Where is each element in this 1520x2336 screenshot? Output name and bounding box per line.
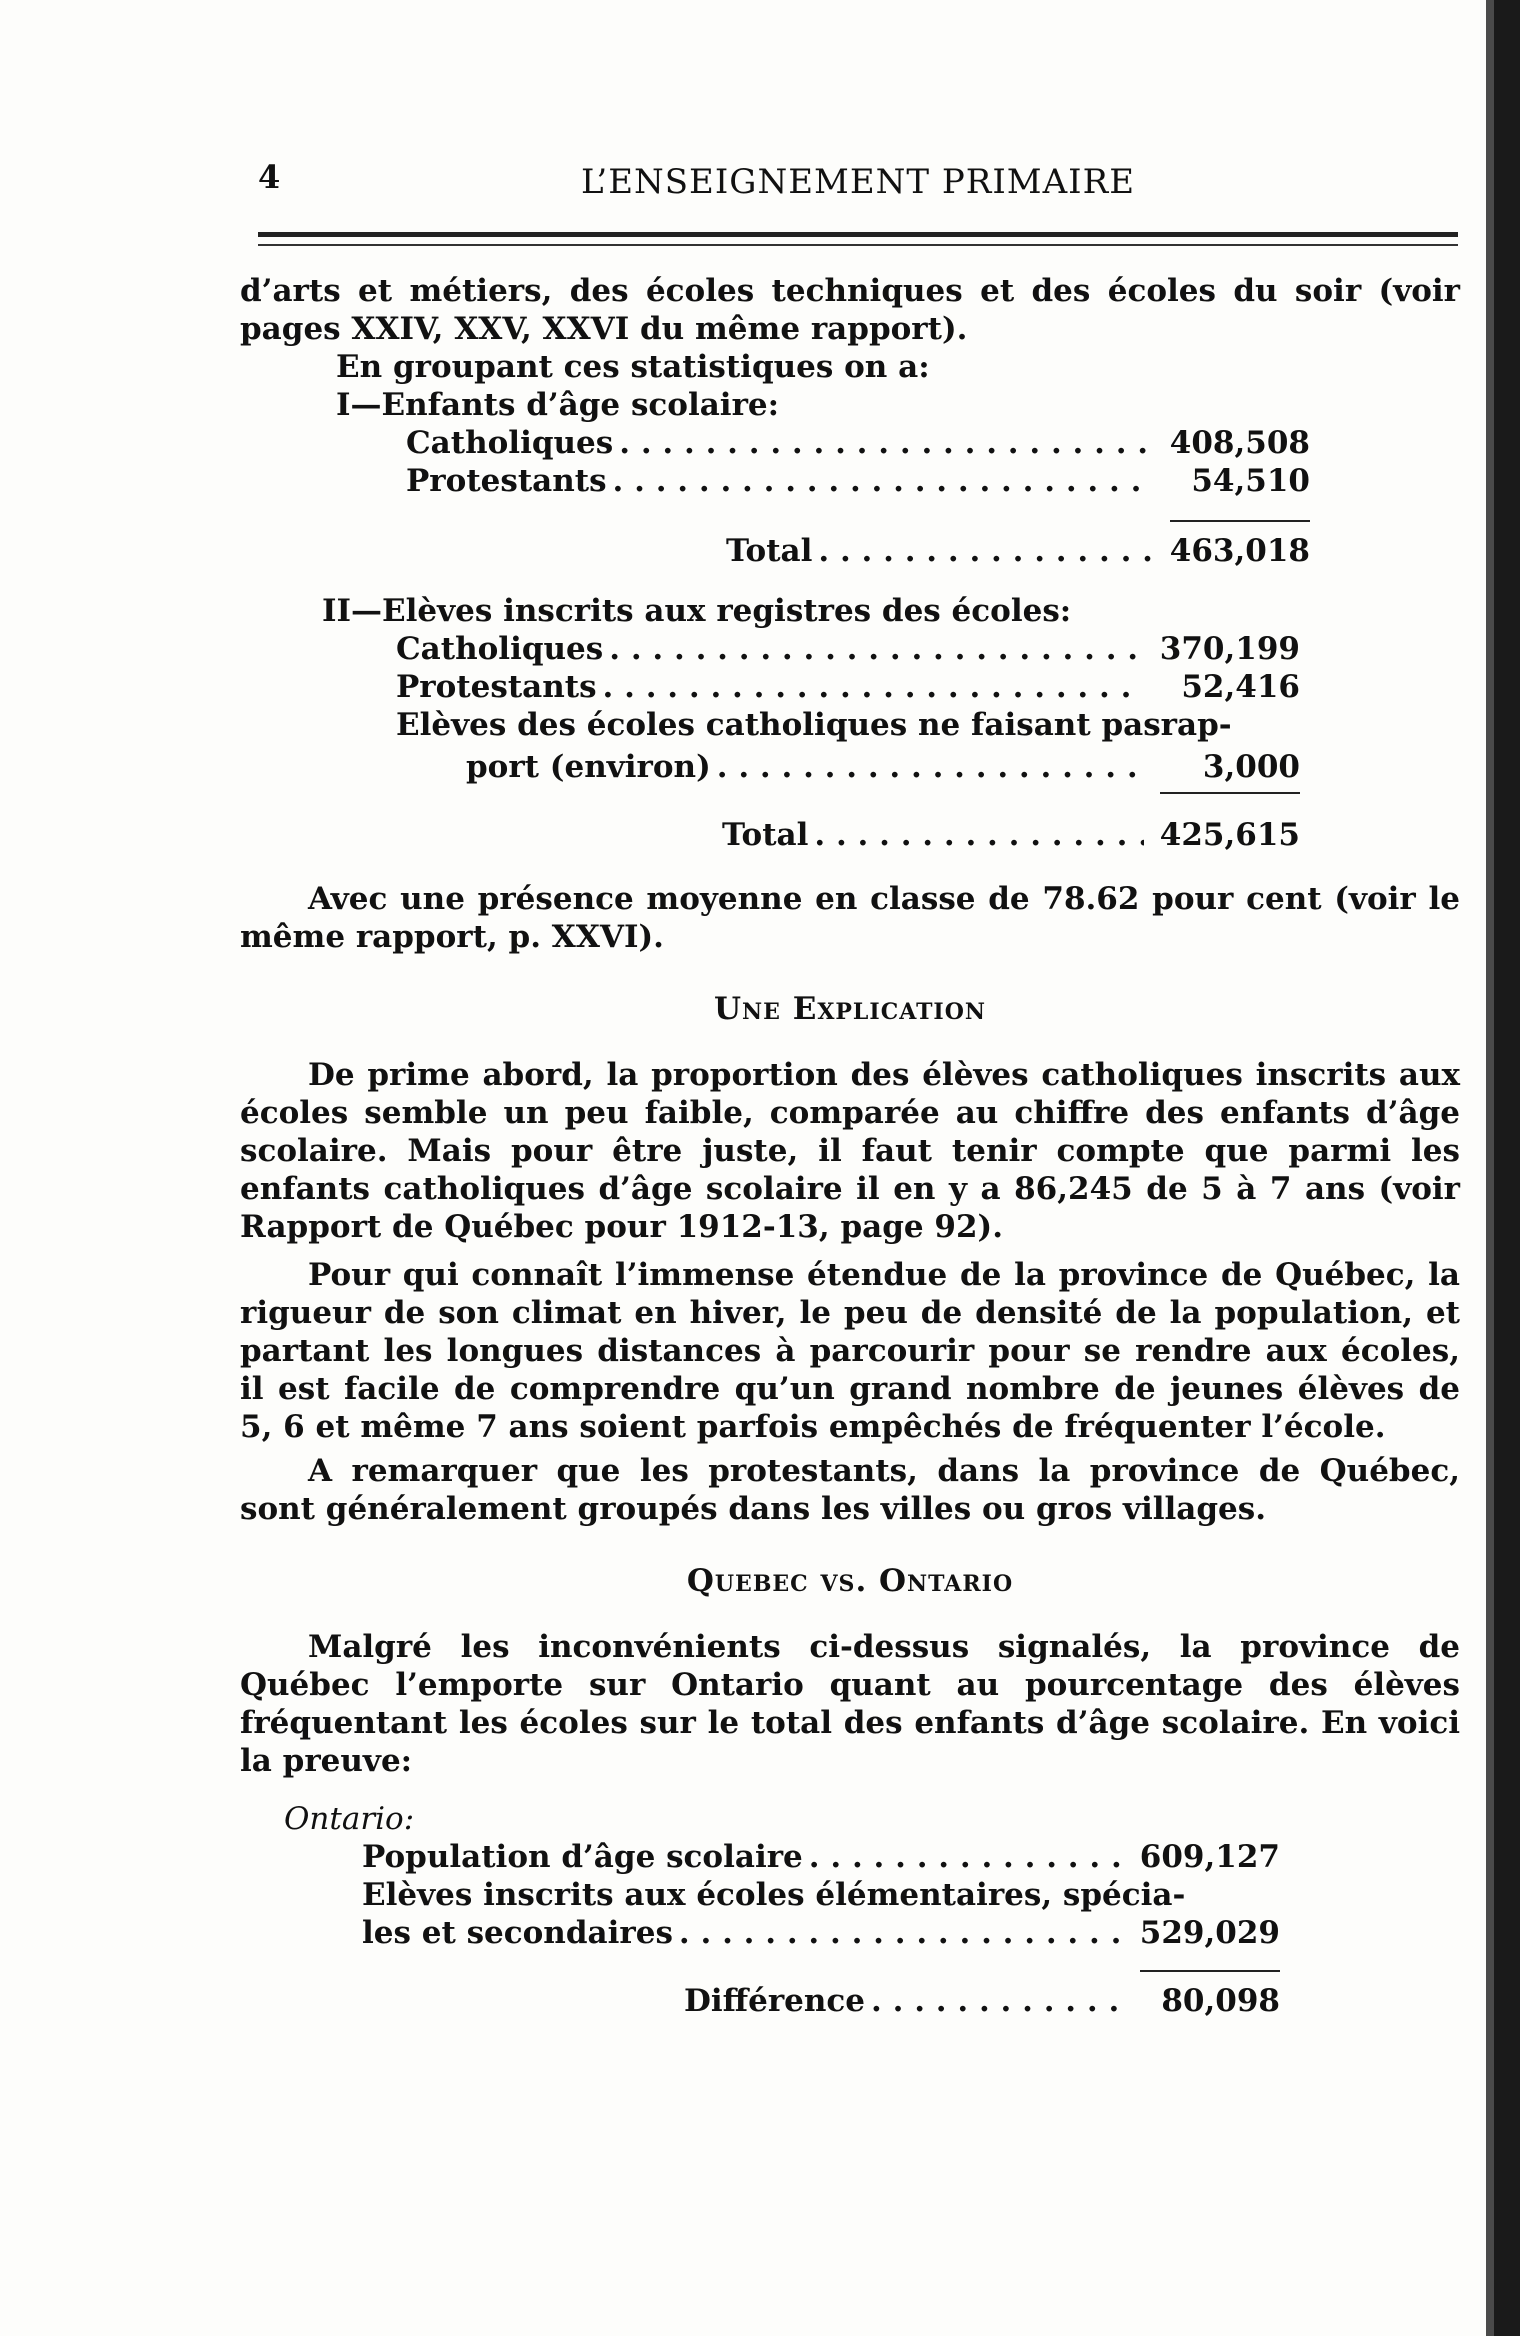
row-label: Population d’âge scolaire — [362, 1839, 803, 1875]
quebec-ontario-paragraph: Malgré les inconvénients ci-dessus signalés, la province de Québec l’emporte sur Ontario quant au pourcentage des élèves fréquentant les écoles sur le total des enfants d’âge scolaire. En voici la preuve: — [240, 1629, 1460, 1779]
intro-paragraph: d’arts et métiers, des écoles techniques et des écoles du soir (voir pages XXIV, XXV, XXVI du même rapport). — [240, 273, 1460, 347]
explication-paragraph-3: A remarquer que les protestants, dans la province de Québec, sont généralement groupés dans les villes ou gros villages. — [240, 1453, 1460, 1527]
section1-heading: I—Enfants d’âge scolaire: — [336, 387, 780, 423]
row-label: Catholiques — [396, 631, 604, 667]
page-header — [258, 158, 1458, 208]
ontario-label: Ontario: — [284, 1801, 415, 1837]
section-eleves — [240, 592, 1460, 854]
row-value: 609,127 — [1139, 1839, 1280, 1875]
dot-leader — [814, 816, 1144, 854]
total-label: Total — [726, 533, 813, 569]
presence-paragraph: Avec une présence moyenne en classe de 78.62 pour cent (voir le même rapport, p. XXVI). — [240, 881, 1460, 955]
dot-leader — [809, 1838, 1124, 1876]
header-rule-thin — [258, 244, 1458, 246]
section2-row-protestants — [396, 668, 1300, 706]
ontario-row-eleves — [362, 1914, 1280, 1952]
row-value: 408,508 — [1169, 425, 1310, 461]
section1-row-catholiques — [406, 424, 1310, 462]
section2-row-catholiques — [396, 630, 1300, 668]
ontario-rows — [362, 1838, 1280, 2020]
total-rule — [1170, 520, 1310, 522]
grouping-line: En groupant ces statistiques on a: — [336, 349, 930, 385]
row-value: 370,199 — [1159, 631, 1300, 667]
total-value: 463,018 — [1169, 533, 1310, 569]
section2-row-extra — [466, 748, 1300, 786]
section-title-quebec-ontario: Quebec vs. Ontario — [686, 1563, 1014, 1599]
row-value: 54,510 — [1191, 463, 1310, 499]
dot-leader — [613, 462, 1154, 500]
row-label: port (environ) — [466, 749, 711, 785]
row-value: 3,000 — [1202, 749, 1300, 785]
running-head: L’ENSEIGNEMENT PRIMAIRE — [580, 162, 1136, 202]
ontario-row-population — [362, 1838, 1280, 1876]
explication-paragraph-2: Pour qui connaît l’immense étendue de la province de Québec, la rigueur de son climat en hiver, le peu de densité de la population, et partant les longues distances à parcourir pour se rendre aux écoles, il est facile de comprendre qu’un grand nombre de jeunes élèves de 5, 6 et même 7 ans soient parfois empêchés de fréquenter l’école. — [240, 1257, 1460, 1445]
row-label: Catholiques — [406, 425, 614, 461]
difference-label: Différence — [684, 1983, 866, 2019]
dot-leader — [871, 1982, 1124, 2020]
section-enfants — [240, 386, 1460, 570]
ontario-row-difference — [684, 1982, 1280, 2020]
dot-leader — [717, 748, 1144, 786]
section-title-explication: Une Explication — [713, 991, 987, 1027]
section2-rows — [396, 630, 1300, 854]
dot-leader — [818, 532, 1154, 570]
dot-leader — [609, 630, 1144, 668]
total-rule — [1160, 792, 1300, 794]
row-label: Protestants — [406, 463, 607, 499]
section1-rows — [406, 424, 1310, 570]
section2-extra-label: Elèves des écoles catholiques ne faisant pasrap- — [396, 707, 1232, 743]
dot-leader — [619, 424, 1154, 462]
total-label: Total — [722, 817, 809, 853]
total-rule — [1140, 1970, 1280, 1972]
total-value: 425,615 — [1159, 817, 1300, 853]
section2-heading: II—Elèves inscrits aux registres des écoles: — [322, 593, 1072, 629]
section1-row-protestants — [406, 462, 1310, 500]
section1-total — [726, 532, 1310, 570]
header-rule-thick — [258, 232, 1458, 237]
page-edge-border — [1494, 0, 1520, 2336]
row-label: les et secondaires — [362, 1915, 673, 1951]
section2-total — [722, 816, 1300, 854]
difference-value: 80,098 — [1161, 1983, 1280, 2019]
page-number: 4 — [258, 158, 281, 196]
row-label: Protestants — [396, 669, 597, 705]
page-edge-shadow — [1486, 0, 1494, 2336]
explication-paragraph-1: De prime abord, la proportion des élèves catholiques inscrits aux écoles semble un peu faible, comparée au chiffre des enfants d’âge scolaire. Mais pour être juste, il faut tenir compte que parmi les enfants catholiques d’âge scolaire il en y a 86,245 de 5 à 7 ans (voir Rapport de Québec pour 1912-13, page 92). — [240, 1057, 1460, 1245]
dot-leader — [679, 1914, 1124, 1952]
page-content — [240, 272, 1460, 2020]
row-value: 529,029 — [1139, 1915, 1280, 1951]
row-value: 52,416 — [1181, 669, 1300, 705]
dot-leader — [603, 668, 1144, 706]
ontario-row-eleves-line1: Elèves inscrits aux écoles élémentaires, spécia- — [362, 1877, 1186, 1913]
